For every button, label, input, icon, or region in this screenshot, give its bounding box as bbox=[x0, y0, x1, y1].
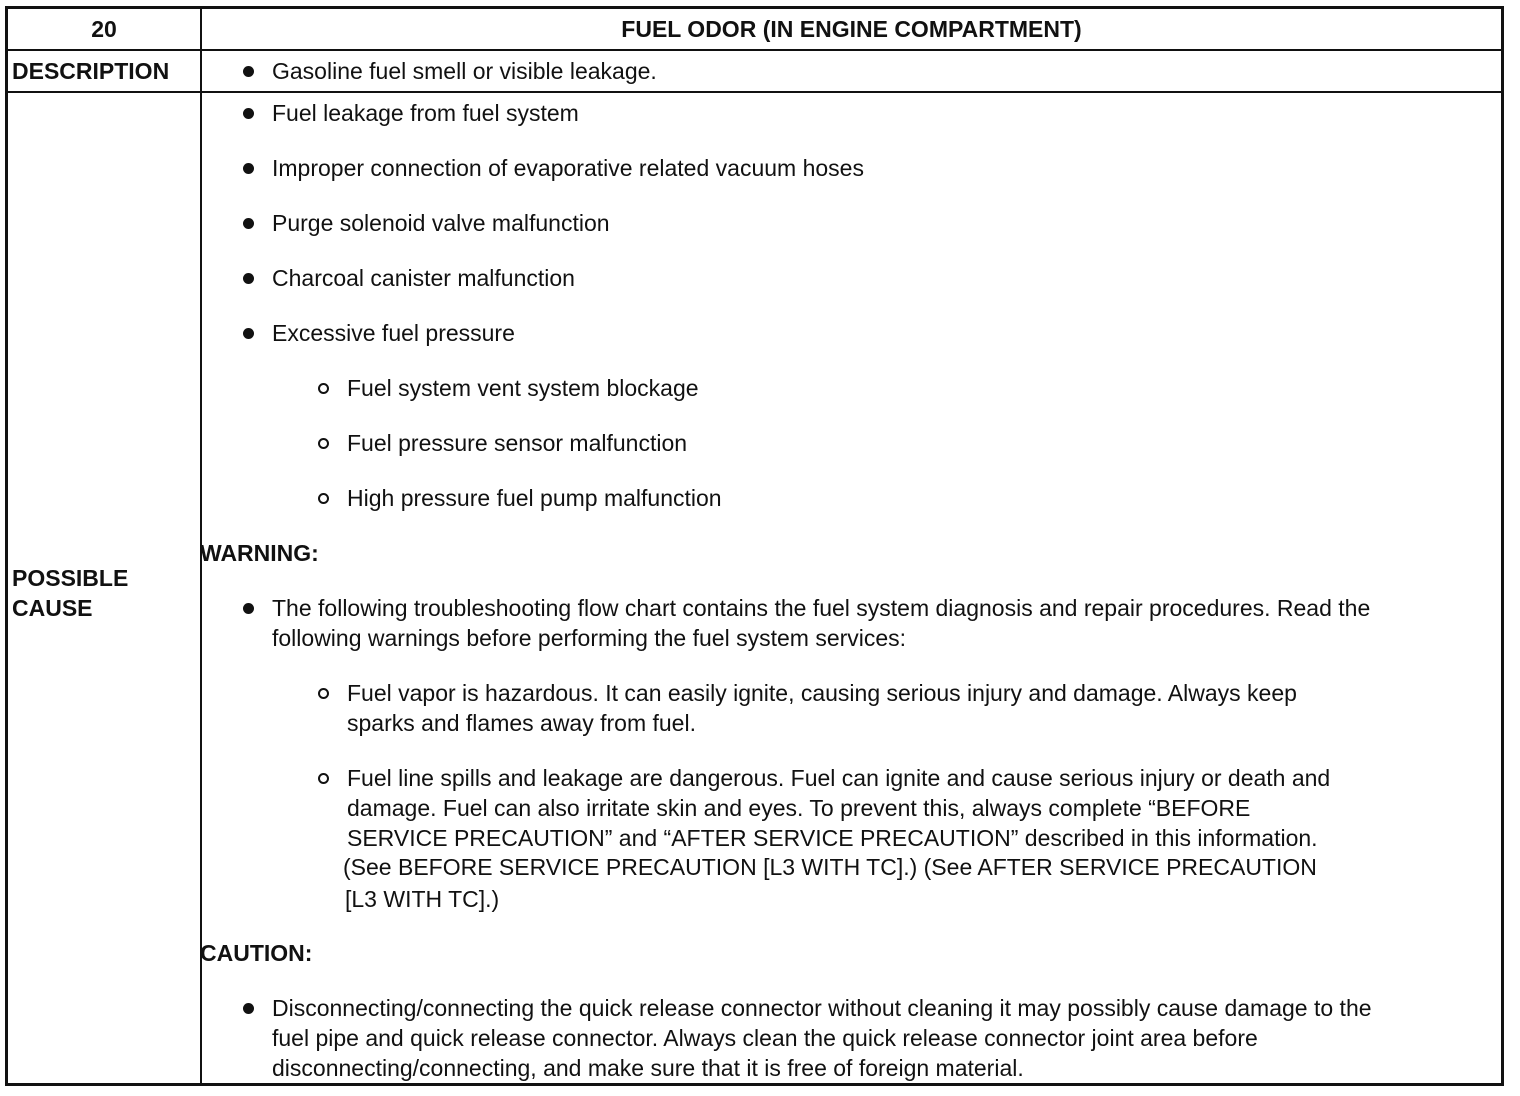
warning-item-line2: following warnings before performing the fuel system services: bbox=[272, 625, 907, 651]
possible-cause-label bbox=[12, 563, 200, 623]
description-label: DESCRIPTION bbox=[12, 58, 170, 84]
warning-subitem2-line3: SERVICE PRECAUTION” and “AFTER SERVICE PRECAUTION” described in this information. bbox=[347, 825, 1318, 851]
row-divider-description bbox=[8, 91, 1501, 93]
possible-cause-label-line1: POSSIBLE bbox=[12, 565, 129, 591]
hollow-bullet-icon bbox=[318, 688, 329, 699]
hollow-bullet-icon bbox=[318, 773, 329, 784]
cause-item: Fuel leakage from fuel system bbox=[272, 100, 579, 126]
hollow-bullet-icon bbox=[318, 383, 329, 394]
warning-subitem1-line2: sparks and flames away from fuel. bbox=[347, 710, 696, 736]
warning-subitem2-line4: (See BEFORE SERVICE PRECAUTION [L3 WITH TC].) (See AFTER SERVICE PRECAUTION bbox=[343, 854, 1317, 880]
caution-heading: CAUTION: bbox=[200, 940, 313, 966]
cause-item: Purge solenoid valve malfunction bbox=[272, 210, 610, 236]
cause-subitem: High pressure fuel pump malfunction bbox=[347, 485, 722, 511]
warning-subitem1-line1: Fuel vapor is hazardous. It can easily ignite, causing serious injury and damage. Always keep bbox=[347, 680, 1297, 706]
possible-cause-label-line2: CAUSE bbox=[12, 595, 93, 621]
cause-subitem: Fuel pressure sensor malfunction bbox=[347, 430, 688, 456]
cause-subitem: Fuel system vent system blockage bbox=[347, 375, 699, 401]
caution-item-line1: Disconnecting/connecting the quick release connector without cleaning it may possibly cause damage to the bbox=[272, 995, 1372, 1021]
caution-item-line3: disconnecting/connecting, and make sure that it is free of foreign material. bbox=[272, 1055, 1024, 1081]
hollow-bullet-icon bbox=[318, 438, 329, 449]
bullet-icon bbox=[243, 273, 254, 284]
hollow-bullet-icon bbox=[318, 493, 329, 504]
bullet-icon bbox=[243, 218, 254, 229]
warning-item-line1: The following troubleshooting flow chart contains the fuel system diagnosis and repair procedures. Read the bbox=[272, 595, 1371, 621]
bullet-icon bbox=[243, 108, 254, 119]
bullet-icon bbox=[243, 66, 254, 77]
bullet-icon bbox=[243, 603, 254, 614]
symptom-number: 20 bbox=[91, 16, 117, 42]
warning-subitem2-line5: [L3 WITH TC].) bbox=[345, 886, 500, 912]
cause-item: Excessive fuel pressure bbox=[272, 320, 515, 346]
row-divider-header bbox=[8, 49, 1501, 51]
warning-subitem2-line1: Fuel line spills and leakage are dangerous. Fuel can ignite and cause serious injury or death and bbox=[347, 765, 1331, 791]
warning-subitem2-line2: damage. Fuel can also irritate skin and eyes. To prevent this, always complete “BEFORE bbox=[347, 795, 1251, 821]
symptom-title: FUEL ODOR (IN ENGINE COMPARTMENT) bbox=[621, 16, 1082, 42]
bullet-icon bbox=[243, 1003, 254, 1014]
cause-item: Improper connection of evaporative related vacuum hoses bbox=[272, 155, 864, 181]
bullet-icon bbox=[243, 328, 254, 339]
warning-heading: WARNING: bbox=[200, 540, 319, 566]
caution-item-line2: fuel pipe and quick release connector. Always clean the quick release connector joint area before bbox=[272, 1025, 1258, 1051]
bullet-icon bbox=[243, 163, 254, 174]
cause-item: Charcoal canister malfunction bbox=[272, 265, 575, 291]
description-item: Gasoline fuel smell or visible leakage. bbox=[272, 58, 657, 84]
